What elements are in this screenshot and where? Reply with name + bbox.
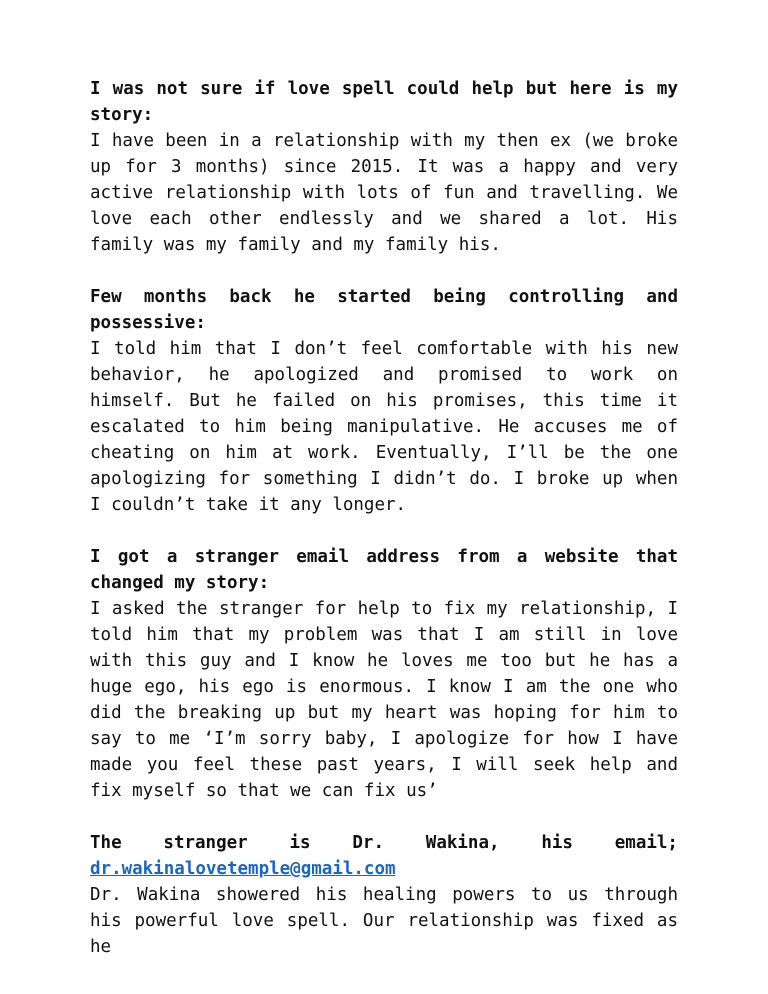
section-stranger-email <box>90 544 678 804</box>
section-paragraph: I told him that I don’t feel comfortable with his new behavior, he apologized and promised to work on himself. But he failed on his promises, this time it escalated to him being manipulative. He accuses me of cheating on him at work. Eventually, I’ll be the one apologizing for something I didn’t do. I broke up when I couldn’t take it any longer. <box>90 339 678 515</box>
section-heading: Few months back he started being controlling and possessive: <box>90 287 678 333</box>
email-link[interactable]: dr.wakinalovetemple@gmail.com <box>90 859 396 879</box>
heading-word: The <box>90 833 122 853</box>
document-content <box>90 76 678 986</box>
heading-word: Wakina, <box>425 833 500 853</box>
heading-word: his <box>541 833 573 853</box>
section-heading: I was not sure if love spell could help but here is my story: <box>90 79 678 125</box>
section-heading <box>90 830 678 856</box>
section-paragraph: I have been in a relationship with my then ex (we broke up for 3 months) since 2015. It was a happy and very active relationship with lots of fun and travelling. We love each other endlessly and we shared a lot. His family was my family and my family his. <box>90 131 678 255</box>
section-paragraph: Dr. Wakina showered his healing powers to us through his powerful love spell. Our relationship was fixed as he <box>90 885 678 957</box>
section-paragraph: I asked the stranger for help to fix my relationship, I told him that my problem was that I am still in love with this guy and I know he loves me too but he has a huge ego, his ego is enormous. I know I am the one who did the breaking up but my heart was hoping for him to say to me ‘I’m sorry baby, I apologize for how I have made you feel these past years, I will seek help and fix myself so that we can fix us’ <box>90 599 678 801</box>
heading-word: email; <box>614 833 678 853</box>
section-heading: I got a stranger email address from a website that changed my story: <box>90 547 678 593</box>
section-dr-wakina <box>90 830 678 960</box>
section-controlling <box>90 284 678 518</box>
heading-word: is <box>289 833 311 853</box>
section-story-intro <box>90 76 678 258</box>
heading-word: stranger <box>163 833 248 853</box>
heading-word: Dr. <box>352 833 384 853</box>
